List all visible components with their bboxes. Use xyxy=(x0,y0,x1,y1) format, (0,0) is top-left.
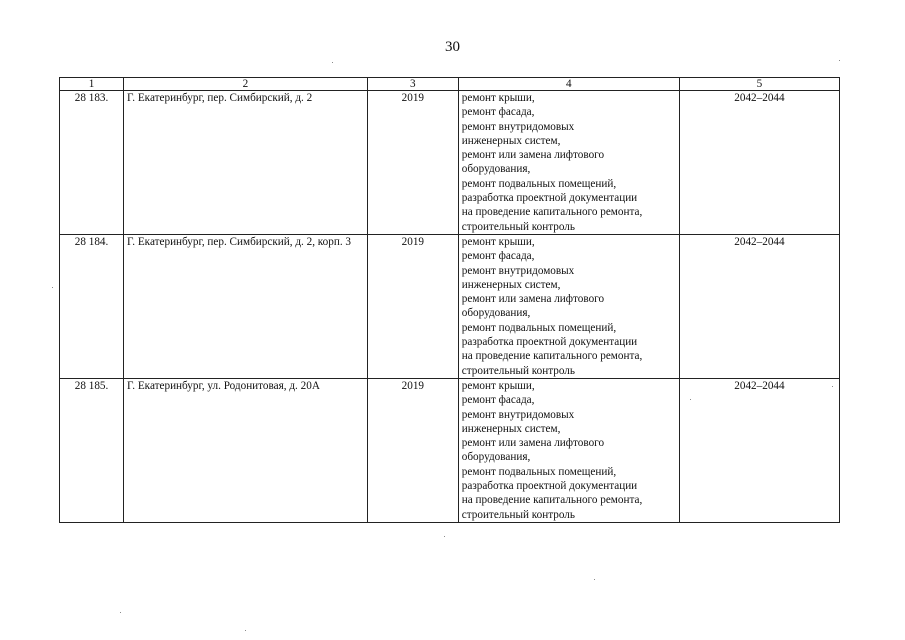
scan-speck xyxy=(690,399,691,400)
row-year: 2019 xyxy=(367,234,458,378)
header-col-2: 2 xyxy=(124,78,368,91)
header-col-3: 3 xyxy=(367,78,458,91)
scan-speck xyxy=(245,630,246,631)
row-works xyxy=(458,91,679,235)
table-row xyxy=(60,378,840,522)
row-period: 2042–2044 xyxy=(679,234,839,378)
work-item: ремонт или замена лифтового xyxy=(461,437,605,450)
work-item: ремонт внутридомовых xyxy=(461,120,575,133)
work-item: разработка проектной документации xyxy=(461,192,638,205)
work-item: на проведение капитального ремонта, xyxy=(461,494,643,507)
work-item: разработка проектной документации xyxy=(461,336,638,349)
header-row xyxy=(60,78,840,91)
work-item: ремонт внутридомовых xyxy=(461,408,575,421)
header-col-1: 1 xyxy=(60,78,124,91)
header-col-5: 5 xyxy=(679,78,839,91)
row-number: 28 185. xyxy=(60,378,124,522)
table-body xyxy=(60,91,840,523)
row-period: 2042–2044 xyxy=(679,378,839,522)
table-header xyxy=(60,78,840,91)
work-item: ремонт подвальных помещений, xyxy=(461,177,617,190)
scan-speck xyxy=(52,287,53,288)
work-item: инженерных систем, xyxy=(461,134,561,147)
row-number: 28 183. xyxy=(60,91,124,235)
work-item: ремонт подвальных помещений, xyxy=(461,321,617,334)
row-year: 2019 xyxy=(367,378,458,522)
row-works xyxy=(458,378,679,522)
work-item: на проведение капитального ремонта, xyxy=(461,206,643,219)
work-item: ремонт фасада, xyxy=(461,250,535,263)
work-item: ремонт фасада, xyxy=(461,106,535,119)
work-item: строительный контроль xyxy=(461,364,575,377)
row-address: Г. Екатеринбург, ул. Родонитовая, д. 20А xyxy=(124,378,368,522)
page-number: 30 xyxy=(445,39,460,55)
scan-speck xyxy=(444,536,445,537)
scan-speck xyxy=(839,60,840,61)
work-item: ремонт крыши, xyxy=(461,379,535,392)
scan-speck xyxy=(120,612,121,613)
row-year: 2019 xyxy=(367,91,458,235)
row-number: 28 184. xyxy=(60,234,124,378)
work-item: ремонт подвальных помещений, xyxy=(461,465,617,478)
scan-speck xyxy=(332,62,333,63)
work-item: инженерных систем, xyxy=(461,278,561,291)
work-item: строительный контроль xyxy=(461,220,575,233)
work-item: ремонт крыши, xyxy=(461,92,535,104)
work-item: ремонт внутридомовых xyxy=(461,264,575,277)
row-period: 2042–2044 xyxy=(679,91,839,235)
work-item: на проведение капитального ремонта, xyxy=(461,350,643,363)
scan-speck xyxy=(594,579,595,580)
row-address: Г. Екатеринбург, пер. Симбирский, д. 2, корп. 3 xyxy=(124,234,368,378)
work-item: ремонт крыши, xyxy=(461,235,535,248)
register-table xyxy=(59,77,840,523)
work-item: ремонт или замена лифтового xyxy=(461,149,605,162)
row-works xyxy=(458,234,679,378)
work-item: оборудования, xyxy=(461,451,531,464)
work-item: оборудования, xyxy=(461,163,531,176)
scan-speck xyxy=(832,386,833,387)
work-item: ремонт фасада, xyxy=(461,394,535,407)
header-col-4: 4 xyxy=(458,78,679,91)
work-item: оборудования, xyxy=(461,307,531,320)
work-item: разработка проектной документации xyxy=(461,480,638,493)
row-address: Г. Екатеринбург, пер. Симбирский, д. 2 xyxy=(124,91,368,235)
table-row xyxy=(60,234,840,378)
work-item: строительный контроль xyxy=(461,508,575,521)
work-item: ремонт или замена лифтового xyxy=(461,293,605,306)
table-row xyxy=(60,91,840,235)
work-item: инженерных систем, xyxy=(461,422,561,435)
